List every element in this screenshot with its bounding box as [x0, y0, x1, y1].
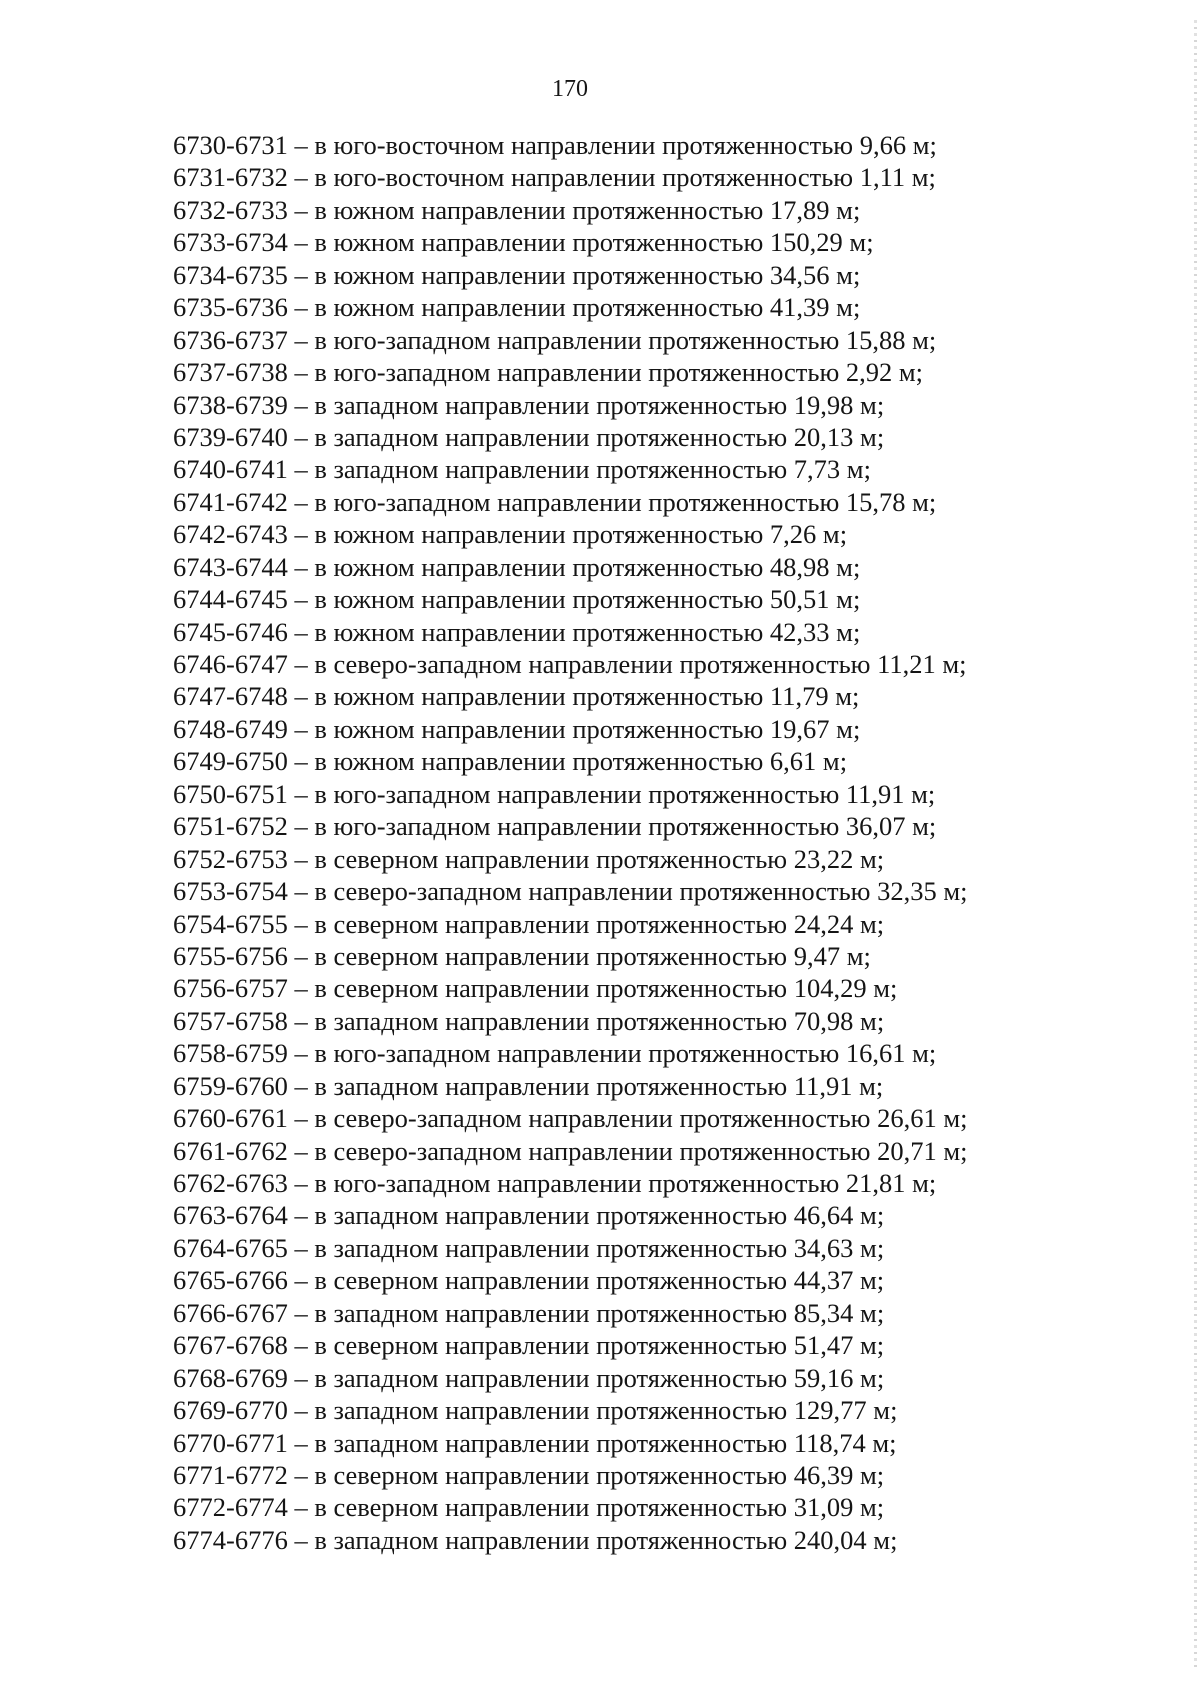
- boundary-segment-line: 6744-6745 – в южном направлении протяженностью 50,51 м;: [173, 584, 861, 615]
- boundary-segment-line: 6756-6757 – в северном направлении протяженностью 104,29 м;: [173, 973, 898, 1004]
- boundary-segment-line: 6757-6758 – в западном направлении протяженностью 70,98 м;: [173, 1005, 885, 1036]
- boundary-segment-line: 6735-6736 – в южном направлении протяженностью 41,39 м;: [173, 292, 861, 323]
- boundary-segment-line: 6742-6743 – в южном направлении протяженностью 7,26 м;: [173, 519, 848, 550]
- boundary-segment-line: 6759-6760 – в западном направлении протяженностью 11,91 м;: [173, 1070, 884, 1101]
- boundary-segment-line: 6763-6764 – в западном направлении протяженностью 46,64 м;: [173, 1200, 885, 1231]
- boundary-segment-line: 6730-6731 – в юго-восточном направлении протяженностью 9,66 м;: [173, 130, 937, 160]
- boundary-segment-line: 6760-6761 – в северо-западном направлении протяженностью 26,61 м;: [173, 1103, 968, 1134]
- boundary-description-list: [173, 129, 1073, 1556]
- boundary-segment-line: 6733-6734 – в южном направлении протяженностью 150,29 м;: [173, 227, 874, 258]
- boundary-segment-line: 6746-6747 – в северо-западном направлении протяженностью 11,21 м;: [173, 649, 967, 679]
- boundary-segment-line: 6740-6741 – в западном направлении протяженностью 7,73 м;: [173, 454, 871, 485]
- boundary-segment-line: 6747-6748 – в южном направлении протяженностью 11,79 м;: [173, 681, 860, 712]
- boundary-segment-line: 6769-6770 – в западном направлении протяженностью 129,77 м;: [173, 1395, 898, 1426]
- boundary-segment-line: 6739-6740 – в западном направлении протяженностью 20,13 м;: [173, 421, 885, 452]
- boundary-segment-line: 6749-6750 – в южном направлении протяженностью 6,61 м;: [173, 746, 848, 777]
- boundary-segment-line: 6738-6739 – в западном направлении протяженностью 19,98 м;: [173, 389, 885, 420]
- boundary-segment-line: 6761-6762 – в северо-западном направлении протяженностью 20,71 м;: [173, 1135, 968, 1166]
- page-number: 170: [552, 76, 588, 102]
- boundary-segment-line: 6772-6774 – в северном направлении протяженностью 31,09 м;: [173, 1492, 885, 1523]
- boundary-segment-line: 6751-6752 – в юго-западном направлении протяженностью 36,07 м;: [173, 811, 937, 842]
- boundary-segment-line: 6770-6771 – в западном направлении протяженностью 118,74 м;: [173, 1427, 897, 1458]
- boundary-segment-line: 6745-6746 – в южном направлении протяженностью 42,33 м;: [173, 616, 861, 647]
- boundary-segment-line: 6774-6776 – в западном направлении протяженностью 240,04 м;: [173, 1524, 898, 1555]
- boundary-segment-line: 6765-6766 – в северном направлении протяженностью 44,37 м;: [173, 1265, 885, 1296]
- boundary-segment-line: 6750-6751 – в юго-западном направлении протяженностью 11,91 м;: [173, 778, 936, 809]
- scan-edge-artifact: [1194, 20, 1197, 1670]
- boundary-segment-line: 6758-6759 – в юго-западном направлении протяженностью 16,61 м;: [173, 1038, 937, 1069]
- boundary-segment-line: 6753-6754 – в северо-западном направлении протяженностью 32,35 м;: [173, 876, 968, 907]
- boundary-segment-line: 6767-6768 – в северном направлении протяженностью 51,47 м;: [173, 1330, 885, 1361]
- boundary-segment-line: 6762-6763 – в юго-западном направлении протяженностью 21,81 м;: [173, 1168, 937, 1198]
- boundary-segment-line: 6732-6733 – в южном направлении протяженностью 17,89 м;: [173, 194, 861, 225]
- boundary-segment-line: 6741-6742 – в юго-западном направлении протяженностью 15,78 м;: [173, 486, 937, 517]
- boundary-segment-line: 6754-6755 – в северном направлении протяженностью 24,24 м;: [173, 908, 885, 939]
- boundary-segment-line: 6731-6732 – в юго-восточном направлении протяженностью 1,11 м;: [173, 162, 936, 193]
- boundary-segment-line: 6752-6753 – в северном направлении протяженностью 23,22 м;: [173, 843, 885, 874]
- boundary-segment-line: 6755-6756 – в северном направлении протяженностью 9,47 м;: [173, 940, 871, 971]
- boundary-segment-line: 6766-6767 – в западном направлении протяженностью 85,34 м;: [173, 1297, 885, 1328]
- boundary-segment-line: 6743-6744 – в южном направлении протяженностью 48,98 м;: [173, 551, 861, 582]
- boundary-segment-line: 6748-6749 – в южном направлении протяженностью 19,67 м;: [173, 713, 861, 744]
- boundary-segment-line: 6737-6738 – в юго-западном направлении протяженностью 2,92 м;: [173, 357, 924, 388]
- boundary-segment-line: 6768-6769 – в западном направлении протяженностью 59,16 м;: [173, 1362, 885, 1393]
- boundary-segment-line: 6734-6735 – в южном направлении протяженностью 34,56 м;: [173, 259, 861, 290]
- boundary-segment-line: 6771-6772 – в северном направлении протяженностью 46,39 м;: [173, 1459, 885, 1490]
- boundary-segment-line: 6764-6765 – в западном направлении протяженностью 34,63 м;: [173, 1232, 885, 1263]
- boundary-segment-line: 6736-6737 – в юго-западном направлении протяженностью 15,88 м;: [173, 324, 937, 355]
